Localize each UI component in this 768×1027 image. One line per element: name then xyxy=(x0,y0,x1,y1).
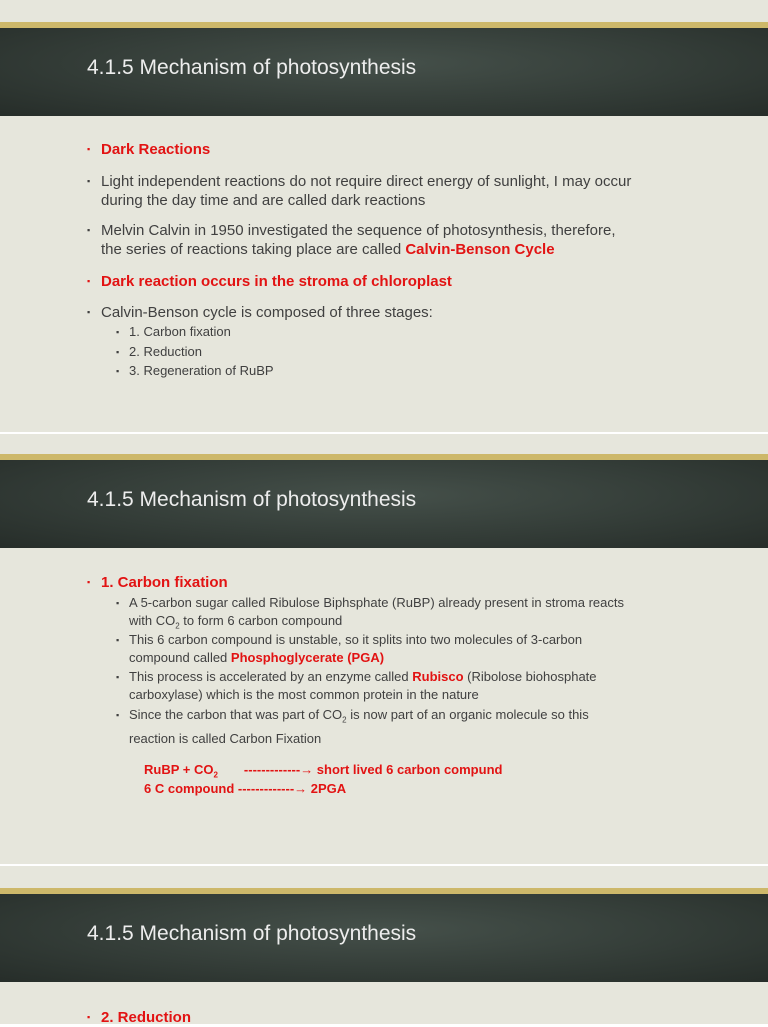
slide-2: 4.1.5 Mechanism of photosynthesis ▪ 1. Carbon fixation ▪ A 5-carbon sugar called Ribulose Biphsphate (RuBP) already present in stroma reacts with $CO_2$ to form 6 carbon compound ▪ This 6 carbon compound is unstable, so it splits into two molecules of 3-carbon compound called Phosphoglycerate (PGA) ▪ This process is accelerated by an enzyme called Rubisco (Ribolose biohosphate carboxylase) which is the most common protein in the nature ▪ Since the carbon that was part of $CO_2$ is now part of an organic molecule so this reaction is called Carbon Fixation RuBP + $CO_2$ -------------→ short lived 6 carbon compund 6 C compound -------------→ 2PGA xyxy=(0,434,768,864)
bullet-marker: ▪ xyxy=(116,598,120,608)
bullet-marker: ▪ xyxy=(116,710,120,720)
bullet-marker: ▪ xyxy=(116,672,120,682)
bullet-marker: ▪ xyxy=(87,144,91,154)
bullet-marker: ▪ xyxy=(87,276,91,286)
equation-1: RuBP + $CO_2$ -------------→ short lived 6 carbon compund xyxy=(144,762,503,780)
bullet-marker: ▪ xyxy=(116,327,120,337)
bullet-marker: ▪ xyxy=(116,635,120,645)
slide-header xyxy=(0,894,768,982)
slide-1: 4.1.5 Mechanism of photosynthesis ▪ Dark Reactions ▪ Light independent reactions do not require direct energy of sunlight, I may occur during the day time and are called dark reactions ▪ Melvin Calvin in 1950 investigated the sequence of photosynthesis, therefore, the series of reactions taking place are called Calvin-Benson Cycle ▪ Dark reaction occurs in the stroma of chloroplast ▪ Calvin-Benson cycle is composed of three stages: ▪ 1. Carbon fixation ▪ 2. Reduction ▪ 3. Regeneration of RuBP xyxy=(0,0,768,432)
bullet-marker: ▪ xyxy=(87,307,91,317)
bullet-marker: ▪ xyxy=(116,366,120,376)
slide-3: 4.1.5 Mechanism of photosynthesis ▪ 2. Reduction xyxy=(0,866,768,1024)
equation-2: 6 C compound -------------→ 2PGA xyxy=(144,781,347,796)
bullet-marker: ▪ xyxy=(87,176,91,186)
bullet-marker: ▪ xyxy=(87,577,91,587)
bullet-marker: ▪ xyxy=(116,347,120,357)
slide-header xyxy=(0,28,768,116)
slide-title: 4.1.5 Mechanism of photosynthesis xyxy=(87,488,417,511)
bullet-marker: ▪ xyxy=(87,225,91,235)
slide-title: 4.1.5 Mechanism of photosynthesis xyxy=(87,56,417,79)
slide-header xyxy=(0,460,768,548)
bullet-marker: ▪ xyxy=(87,1012,91,1022)
slide-title: 4.1.5 Mechanism of photosynthesis xyxy=(87,922,417,945)
